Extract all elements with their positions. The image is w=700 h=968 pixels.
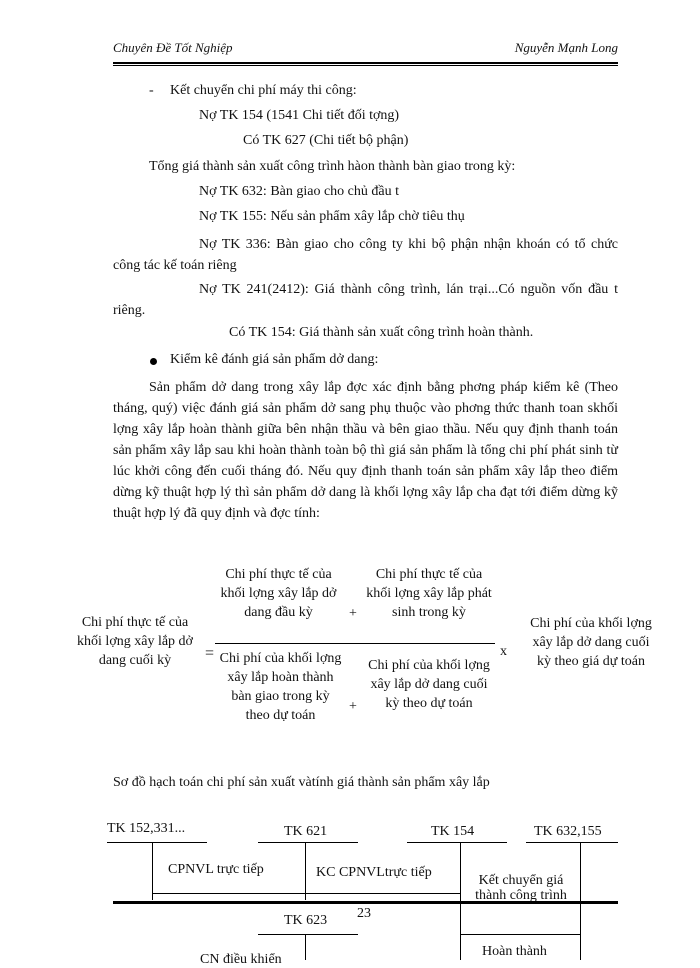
- tk-154-label: TK 154: [431, 824, 475, 839]
- formula-left: Chi phí thực tế của khối lợng xây lắp dở dang cuối kỳ: [77, 615, 193, 668]
- partial-label: CN điều khiển: [200, 952, 282, 967]
- line-no-tk155: Nợ TK 155: Nếu sản phẩm xây lắp chờ tiêu thụ: [199, 209, 465, 224]
- formula-plus-top: +: [349, 606, 357, 621]
- t-account-621-stem: [305, 842, 306, 900]
- formula-numerator-a: Chi phí thực tế của khối lợng xây lắp dở dang đầu kỳ: [220, 567, 337, 620]
- t-account-623-stem: [305, 934, 306, 960]
- tk-623-label: TK 623: [284, 913, 328, 928]
- formula-numerator-b: Chi phí thực tế của khối lợng xây lắp phát sinh trong kỳ: [366, 567, 492, 620]
- t-account-632-rule: [526, 842, 618, 843]
- t-account-152-rule: [107, 842, 207, 843]
- t-account-621-rule: [258, 842, 358, 843]
- fraction-bar: [215, 643, 495, 644]
- footer-rule: [113, 901, 618, 904]
- t-account-152-stem: [152, 842, 153, 900]
- line-no-tk241: Nợ TK 241(2412): Giá thành công trình, lán trại...Có nguồn vốn đầu t riêng.: [113, 282, 618, 318]
- bullet-icon: [150, 358, 157, 365]
- line-co-tk154: Có TK 154: Giá thành sản xuất công trình hoàn thành.: [229, 325, 534, 340]
- line-no-tk632: Nợ TK 632: Bàn giao cho chủ đầu t: [199, 184, 399, 199]
- dash-marker: -: [149, 83, 154, 98]
- ket-chuyen-label: Kết chuyển giá thành công trình: [475, 873, 567, 903]
- formula-equals: =: [205, 645, 215, 662]
- tk-632-label: TK 632,155: [534, 824, 602, 839]
- line-co-tk627: Có TK 627 (Chi tiết bộ phận): [243, 133, 409, 148]
- formula-right: Chi phí của khối lợng xây lắp dở dang cuối kỳ theo giá dự toán: [530, 616, 652, 669]
- hoan-thanh-box-top: [460, 934, 580, 935]
- kc-cpnvl-label: KC CPNVLtrực tiếp: [316, 865, 432, 880]
- t-account-154-rule: [407, 842, 507, 843]
- line-ket-chuyen: Kết chuyển chi phí máy thi công:: [170, 83, 357, 98]
- header-rule: [113, 62, 618, 64]
- t-account-623-rule: [258, 934, 358, 935]
- header-rule-thin: [113, 65, 618, 66]
- tk-621-label: TK 621: [284, 824, 328, 839]
- hoan-thanh-label: Hoàn thành: [482, 944, 547, 959]
- line-no-tk154: Nợ TK 154 (1541 Chi tiết đối tợng): [199, 108, 400, 123]
- diagram-title: Sơ đồ hạch toán chi phí sản xuất vàtính giá thành sản phẩm xây lắp: [113, 775, 490, 790]
- line-tong-gia-thanh: Tổng giá thành sản xuất công trình hàon thành bàn giao trong kỳ:: [149, 159, 516, 174]
- formula-denominator-a: Chi phí của khối lợng xây lắp hoàn thành bàn giao trong kỳ theo dự toán: [219, 651, 342, 723]
- line-no-tk336: Nợ TK 336: Bàn giao cho công ty khi bộ phận nhận khoán có tổ chức công tác kế toán riêng: [113, 237, 618, 273]
- formula-plus-bottom: +: [349, 699, 357, 714]
- header-left: Chuyên Đề Tốt Nghiệp: [113, 40, 233, 55]
- kc-cpnvl-arrow-line: [305, 893, 460, 894]
- cpnvl-label: CPNVL trực tiếp: [168, 862, 264, 877]
- cpnvl-arrow-line: [152, 893, 305, 894]
- header-right: Nguyễn Mạnh Long: [514, 40, 618, 55]
- line-kiem-ke: Kiểm kê đánh giá sản phẩm dở dang:: [170, 352, 379, 367]
- tk-152-label: TK 152,331...: [107, 821, 186, 836]
- page-number: 23: [357, 906, 371, 921]
- formula-denominator-b: Chi phí của khối lợng xây lắp dở dang cuối kỳ theo dự toán: [368, 658, 490, 711]
- formula-times: x: [500, 644, 507, 659]
- paragraph-san-pham-do-dang: Sản phẩm dở dang trong xây lắp đợc xác định bằng phơng pháp kiểm kê (Theo tháng, quý) việc đánh giá sản phẩm dở sang phụ thuộc vào phơng thức thanh toan skhối lợng xây lắp hoàn thành giữa bên nhận thầu và bên giao thầu. Nếu quy định thanh toán sản phẩm xây lắp sau khi hoàn thành toàn bộ thì giá sản phẩm là tổng chi phí phát sinh từ lúc khởi công đến cuối tháng đó. Nếu quy định thanh toán sản phẩm xây lắp theo điểm dừng kỹ thuật hợp lý thì sản phẩm dở dang là khối lợng xây lắp cha đạt tới điểm dừng kỹ thuật hợp lý đã quy định và đợc tính:: [113, 380, 618, 521]
